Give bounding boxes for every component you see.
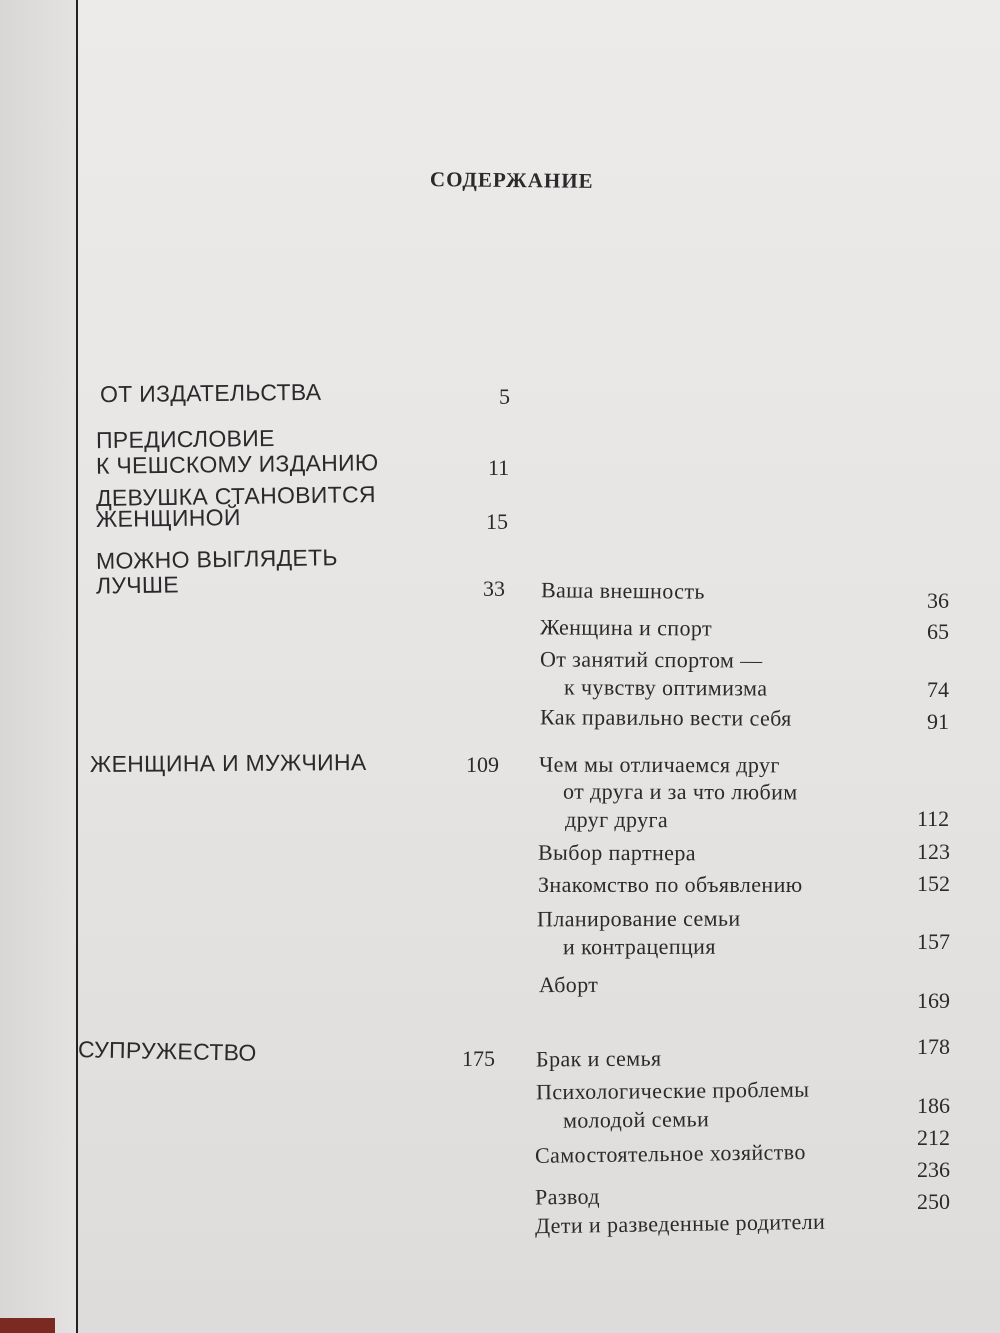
subsection-title-line: друг друга bbox=[564, 806, 669, 833]
subsection-page-number: 169 bbox=[917, 988, 950, 1013]
subsection-title-line: Психологические проблемы bbox=[535, 1076, 810, 1105]
section-title-line: ЛУЧШЕ bbox=[95, 571, 180, 599]
spine-edge bbox=[76, 0, 78, 1333]
subsection-title-line: Чем мы отличаемся друг bbox=[538, 751, 780, 778]
subsection-page-number: 157 bbox=[917, 929, 950, 954]
subsection-page-number: 186 bbox=[917, 1093, 950, 1118]
subsection-page-number: 236 bbox=[917, 1157, 950, 1182]
section-page-number: 15 bbox=[486, 509, 508, 534]
section-title-line: ЖЕНЩИНА И МУЖЧИНА bbox=[89, 749, 367, 777]
section-page-number: 175 bbox=[462, 1046, 495, 1071]
subsection-title-line: Планирование семьи bbox=[536, 905, 741, 932]
section-page-number: 33 bbox=[483, 576, 505, 601]
subsection-title-line: к чувству оптимизма bbox=[563, 674, 768, 701]
section-page-number: 109 bbox=[466, 752, 499, 777]
section-page-number: 5 bbox=[499, 384, 510, 409]
subsection-page-number: 112 bbox=[917, 806, 950, 831]
section-title-line: ОТ ИЗДАТЕЛЬСТВА bbox=[99, 378, 322, 408]
section-title-line: МОЖНО ВЫГЛЯДЕТЬ bbox=[95, 544, 338, 574]
section-title-line: СУПРУЖЕСТВО bbox=[77, 1036, 257, 1066]
subsection-page-number: 74 bbox=[927, 677, 949, 702]
section-title-line: ПРЕДИСЛОВИЕ bbox=[95, 424, 275, 454]
subsection-title-line: Выбор партнера bbox=[537, 839, 696, 866]
subsection-page-number: 152 bbox=[917, 871, 950, 896]
subsection-title-line: От занятий спортом — bbox=[539, 646, 763, 673]
subsection-title-line: Аборт bbox=[538, 971, 599, 998]
subsection-title-line: от друга и за что любим bbox=[562, 778, 798, 805]
subsection-title-line: Как правильно вести себя bbox=[539, 704, 792, 731]
page-gutter bbox=[0, 0, 78, 1333]
section-title-line: ДЕВУШКА СТАНОВИТСЯ bbox=[95, 481, 376, 511]
subsection-page-number: 91 bbox=[927, 709, 949, 734]
subsection-page-number: 65 bbox=[927, 619, 949, 644]
cover-edge bbox=[0, 1318, 55, 1333]
section-title-line: К ЧЕШСКОМУ ИЗДАНИЮ bbox=[95, 449, 379, 479]
subsection-title-line: молодой семьи bbox=[562, 1106, 710, 1133]
subsection-page-number: 123 bbox=[917, 839, 950, 864]
section-title-line: ЖЕНЩИНОЙ bbox=[95, 503, 241, 533]
subsection-title-line: Развод bbox=[534, 1183, 601, 1210]
subsection-title-line: Дети и разведенные родители bbox=[534, 1208, 826, 1239]
subsection-title-line: Самостоятельное хозяйство bbox=[534, 1139, 806, 1168]
subsection-page-number: 36 bbox=[927, 588, 949, 613]
subsection-title-line: Женщина и спорт bbox=[539, 614, 713, 641]
subsection-page-number: 250 bbox=[917, 1189, 950, 1214]
subsection-title-line: Брак и семья bbox=[535, 1045, 662, 1072]
subsection-page-number: 212 bbox=[917, 1125, 950, 1150]
subsection-page-number: 178 bbox=[917, 1034, 950, 1059]
page-title: СОДЕРЖАНИЕ bbox=[429, 167, 594, 193]
subsection-title-line: Знакомство по объявлению bbox=[538, 872, 803, 897]
section-page-number: 11 bbox=[488, 455, 510, 480]
subsection-title-line: и контрацепция bbox=[562, 933, 716, 960]
subsection-title-line: Ваша внешность bbox=[540, 577, 705, 604]
